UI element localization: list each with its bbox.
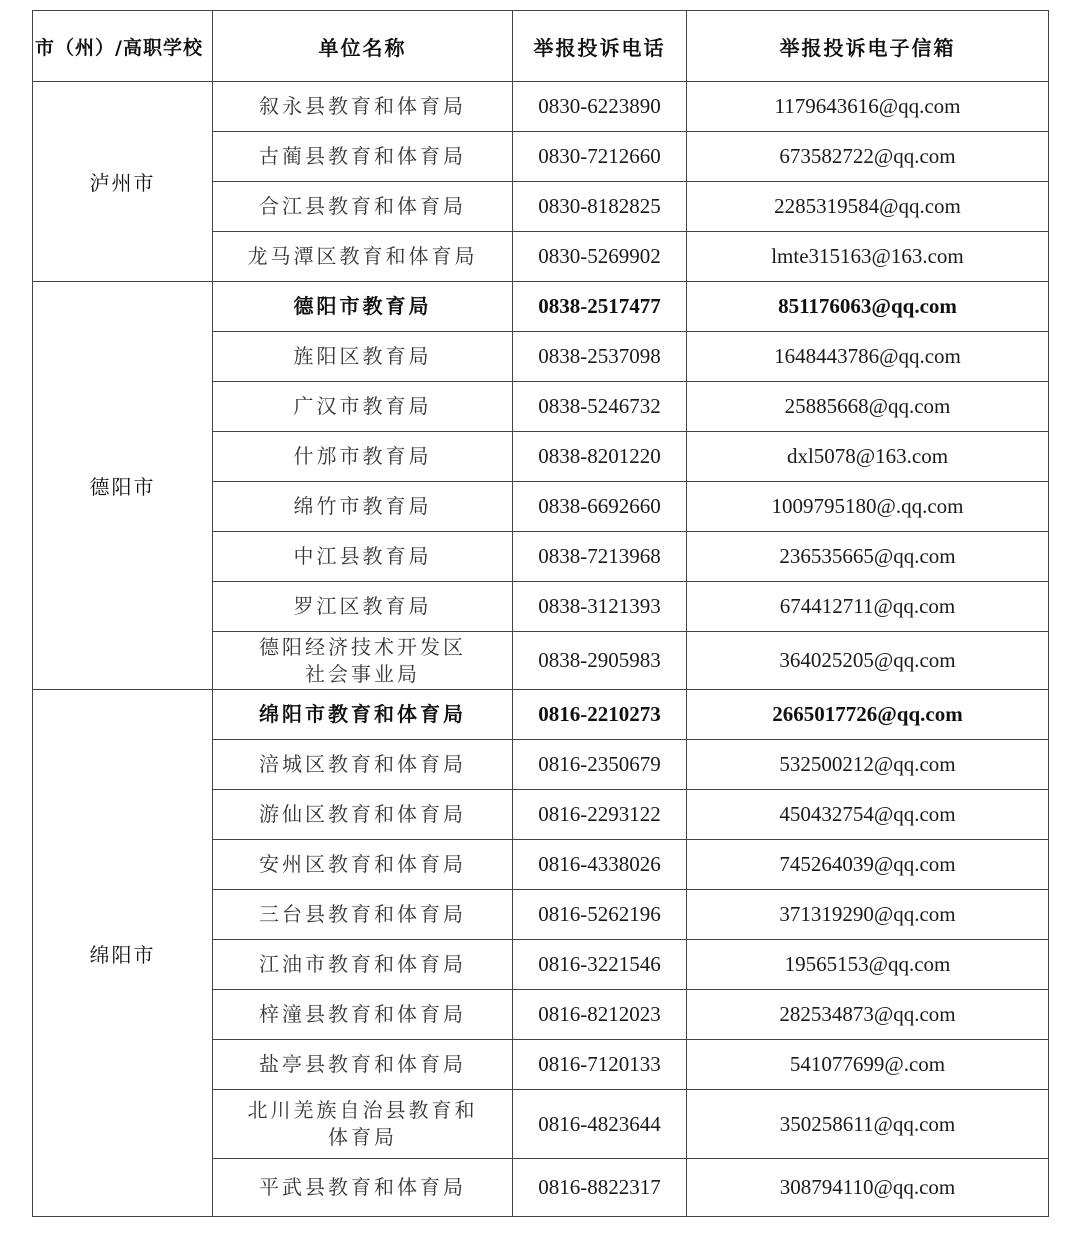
phone-number: 0816-2350679 [513,740,687,790]
phone-number: 0830-8182825 [513,182,687,232]
phone-number: 0816-7120133 [513,1040,687,1090]
email-address: 236535665@qq.com [687,532,1049,582]
phone-number: 0838-7213968 [513,532,687,582]
email-address: 1179643616@qq.com [687,82,1049,132]
email-address: 450432754@qq.com [687,790,1049,840]
email-address: 371319290@qq.com [687,890,1049,940]
phone-number: 0816-2293122 [513,790,687,840]
unit-name: 盐亭县教育和体育局 [213,1040,513,1090]
unit-name: 绵竹市教育局 [213,482,513,532]
email-address: 2665017726@qq.com [687,690,1049,740]
unit-name: 梓潼县教育和体育局 [213,990,513,1040]
unit-name: 叙永县教育和体育局 [213,82,513,132]
phone-number: 0816-3221546 [513,940,687,990]
phone-number: 0838-6692660 [513,482,687,532]
unit-name: 什邡市教育局 [213,432,513,482]
header-email: 举报投诉电子信箱 [687,11,1049,82]
contact-table-container [32,10,1049,1217]
unit-name-line2: 社会事业局 [305,661,420,686]
phone-number: 0830-7212660 [513,132,687,182]
unit-name: 绵阳市教育和体育局 [213,690,513,740]
table-row [33,690,1049,740]
phone-number: 0838-3121393 [513,582,687,632]
email-address: 745264039@qq.com [687,840,1049,890]
unit-name: 游仙区教育和体育局 [213,790,513,840]
city-cell: 绵阳市 [33,690,213,1217]
phone-number: 0816-5262196 [513,890,687,940]
email-address: lmte315163@163.com [687,232,1049,282]
unit-name: 罗江区教育局 [213,582,513,632]
email-address: 674412711@qq.com [687,582,1049,632]
unit-name-line1: 北川羌族自治县教育和 [247,1098,478,1122]
email-address: 19565153@qq.com [687,940,1049,990]
email-address: 2285319584@qq.com [687,182,1049,232]
phone-number: 0816-4823644 [513,1090,687,1159]
email-address: 541077699@.com [687,1040,1049,1090]
phone-number: 0816-4338026 [513,840,687,890]
unit-name: 德阳市教育局 [213,282,513,332]
phone-number: 0838-2905983 [513,632,687,690]
email-address: 673582722@qq.com [687,132,1049,182]
header-city: 市（州）/高职学校 [33,11,213,82]
unit-name: 涪城区教育和体育局 [213,740,513,790]
unit-name: 平武县教育和体育局 [213,1159,513,1217]
phone-number: 0838-2537098 [513,332,687,382]
unit-name: 中江县教育局 [213,532,513,582]
unit-name [213,1090,513,1159]
city-cell: 泸州市 [33,82,213,282]
unit-name: 江油市教育和体育局 [213,940,513,990]
unit-name-line1: 德阳经济技术开发区 [259,634,466,659]
email-address: 308794110@qq.com [687,1159,1049,1217]
email-address: 851176063@qq.com [687,282,1049,332]
email-address: 1009795180@.qq.com [687,482,1049,532]
email-address: 532500212@qq.com [687,740,1049,790]
unit-name: 广汉市教育局 [213,382,513,432]
unit-name: 旌阳区教育局 [213,332,513,382]
phone-number: 0816-2210273 [513,690,687,740]
table-row [33,82,1049,132]
unit-name-line2: 体育局 [328,1125,397,1149]
header-phone: 举报投诉电话 [513,11,687,82]
complaint-contact-table [32,10,1049,1217]
email-address: 25885668@qq.com [687,382,1049,432]
unit-name: 三台县教育和体育局 [213,890,513,940]
email-address: 364025205@qq.com [687,632,1049,690]
email-address: 350258611@qq.com [687,1090,1049,1159]
phone-number: 0816-8212023 [513,990,687,1040]
phone-number: 0838-2517477 [513,282,687,332]
email-address: dxl5078@163.com [687,432,1049,482]
unit-name: 安州区教育和体育局 [213,840,513,890]
phone-number: 0838-5246732 [513,382,687,432]
unit-name: 合江县教育和体育局 [213,182,513,232]
unit-name: 古蔺县教育和体育局 [213,132,513,182]
header-row [33,11,1049,82]
phone-number: 0830-6223890 [513,82,687,132]
city-cell: 德阳市 [33,282,213,690]
email-address: 1648443786@qq.com [687,332,1049,382]
phone-number: 0838-8201220 [513,432,687,482]
unit-name: 龙马潭区教育和体育局 [213,232,513,282]
phone-number: 0816-8822317 [513,1159,687,1217]
email-address: 282534873@qq.com [687,990,1049,1040]
phone-number: 0830-5269902 [513,232,687,282]
table-row [33,282,1049,332]
header-unit-name: 单位名称 [213,11,513,82]
unit-name [213,632,513,690]
